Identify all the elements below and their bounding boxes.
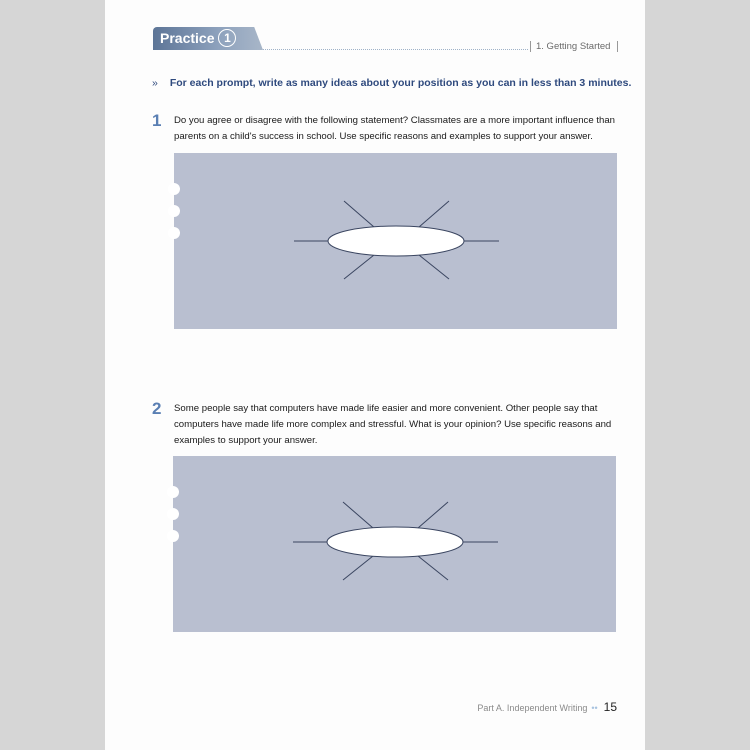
header-divider: [263, 49, 528, 50]
instruction: [152, 77, 631, 89]
footer: [477, 700, 617, 714]
prompt-text: Some people say that computers have made life easier and more convenient. Other people say that computers have made life more complex and stressful. What is your opinion? Use specific reasons and examples to support your answer.: [174, 403, 612, 446]
practice-heading: [160, 29, 236, 47]
idea-web-diagram: [174, 153, 617, 329]
dots-icon: ••: [591, 703, 598, 713]
prompt-number: 2: [152, 399, 162, 418]
idea-web-diagram: [173, 456, 616, 632]
instruction-text: For each prompt, write as many ideas about your position as you can in less than 3 minutes.: [169, 77, 632, 89]
practice-label: Practice: [160, 30, 215, 46]
section-title: 1. Getting Started: [530, 41, 618, 52]
brainstorm-area[interactable]: [173, 456, 616, 632]
prompt-text: Do you agree or disagree with the following statement? Classmates are a more important influence than parents on a child's success in school. Use specific reasons and examples to support your answer.: [174, 115, 616, 142]
page-number: 15: [603, 700, 617, 714]
footer-part: [477, 703, 603, 713]
brainstorm-area[interactable]: [174, 153, 617, 329]
chevron-icon: »: [152, 77, 158, 89]
part-title: Part A. Independent Writing: [477, 703, 588, 713]
practice-number: 1: [218, 29, 236, 47]
prompt-number: 1: [152, 111, 162, 130]
